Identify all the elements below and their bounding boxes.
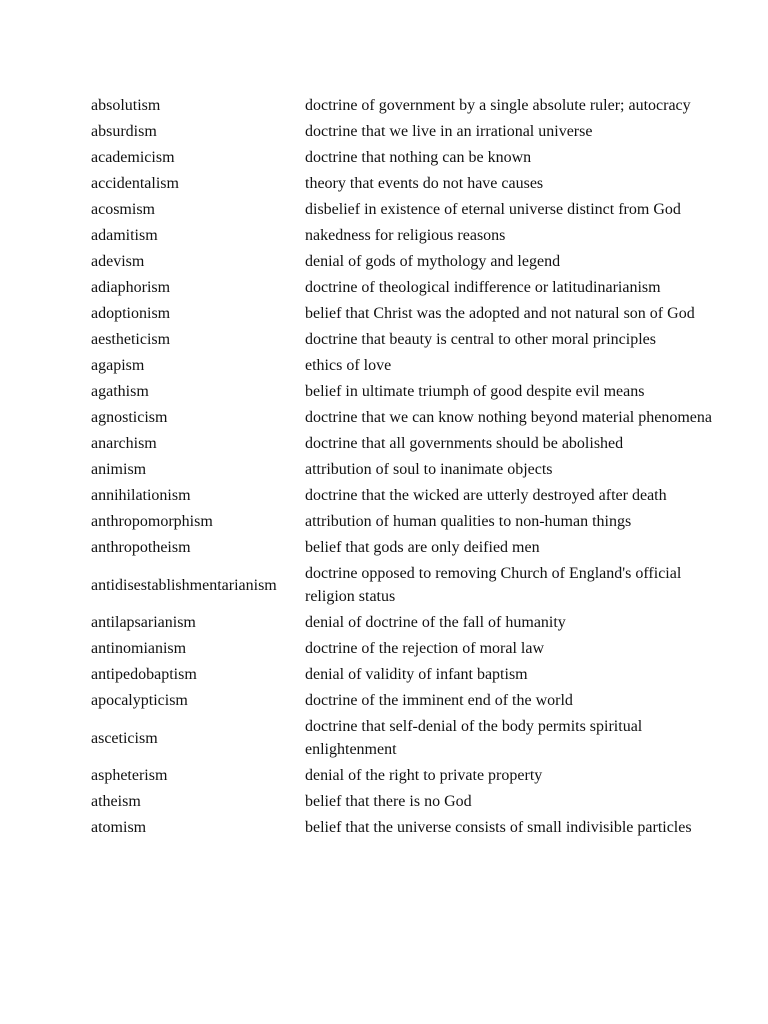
definition: belief that gods are only deified men — [305, 539, 540, 556]
term: atomism — [91, 819, 147, 836]
term: adevism — [91, 253, 145, 270]
term: adamitism — [91, 227, 158, 244]
glossary-table — [91, 93, 731, 841]
definition: attribution of soul to inanimate objects — [305, 461, 553, 478]
definition: disbelief in existence of eternal universe distinct from God — [305, 201, 681, 218]
definition: belief that the universe consists of small indivisible particles — [305, 819, 692, 836]
definition: doctrine opposed to removing Church of England's official religion status — [305, 565, 682, 605]
glossary-row — [91, 327, 731, 353]
definition: denial of the right to private property — [305, 767, 543, 784]
definition: denial of validity of infant baptism — [305, 666, 528, 683]
glossary-row — [91, 379, 731, 405]
glossary-row — [91, 171, 731, 197]
term: agathism — [91, 383, 149, 400]
glossary-row — [91, 249, 731, 275]
definition: doctrine that we can know nothing beyond material phenomena — [305, 409, 712, 426]
definition: nakedness for religious reasons — [305, 227, 506, 244]
term: animism — [91, 461, 147, 478]
term: accidentalism — [91, 175, 179, 192]
term: atheism — [91, 793, 141, 810]
definition: theory that events do not have causes — [305, 175, 544, 192]
glossary-row — [91, 119, 731, 145]
term: acosmism — [91, 201, 155, 218]
glossary-row — [91, 301, 731, 327]
glossary-row — [91, 431, 731, 457]
term: absurdism — [91, 123, 157, 140]
definition: doctrine that all governments should be abolished — [305, 435, 624, 452]
definition: doctrine of government by a single absolute ruler; autocracy — [305, 97, 691, 114]
definition: doctrine that the wicked are utterly destroyed after death — [305, 487, 667, 504]
glossary-row — [91, 714, 731, 763]
term: anarchism — [91, 435, 157, 452]
definition: doctrine of the imminent end of the world — [305, 692, 573, 709]
glossary-body — [91, 93, 731, 841]
glossary-row — [91, 93, 731, 119]
term: agapism — [91, 357, 145, 374]
term: annihilationism — [91, 487, 191, 504]
glossary-row — [91, 610, 731, 636]
glossary-row — [91, 763, 731, 789]
glossary-row — [91, 509, 731, 535]
glossary-row — [91, 535, 731, 561]
definition: belief in ultimate triumph of good despite evil means — [305, 383, 645, 400]
term: absolutism — [91, 97, 161, 114]
term: adoptionism — [91, 305, 171, 322]
glossary-row — [91, 457, 731, 483]
glossary-row — [91, 483, 731, 509]
term: adiaphorism — [91, 279, 171, 296]
glossary-row — [91, 636, 731, 662]
definition: doctrine of the rejection of moral law — [305, 640, 545, 657]
definition: doctrine that we live in an irrational universe — [305, 123, 593, 140]
definition: denial of doctrine of the fall of humanity — [305, 614, 566, 631]
definition: doctrine that beauty is central to other moral principles — [305, 331, 656, 348]
term: anthropotheism — [91, 539, 191, 556]
definition: doctrine that self-denial of the body permits spiritual enlightenment — [305, 718, 643, 758]
glossary-row — [91, 353, 731, 379]
glossary-row — [91, 275, 731, 301]
definition: doctrine that nothing can be known — [305, 149, 532, 166]
glossary-row — [91, 688, 731, 714]
definition: doctrine of theological indifference or latitudinarianism — [305, 279, 661, 296]
term: antipedobaptism — [91, 666, 197, 683]
glossary-row — [91, 145, 731, 171]
term: anthropomorphism — [91, 513, 213, 530]
definition: ethics of love — [305, 357, 392, 374]
glossary-row — [91, 561, 731, 610]
glossary-row — [91, 789, 731, 815]
definition: belief that there is no God — [305, 793, 472, 810]
term: agnosticism — [91, 409, 168, 426]
term: antilapsarianism — [91, 614, 196, 631]
glossary-row — [91, 662, 731, 688]
term: aestheticism — [91, 331, 171, 348]
definition: attribution of human qualities to non-human things — [305, 513, 632, 530]
definition: belief that Christ was the adopted and not natural son of God — [305, 305, 695, 322]
term: academicism — [91, 149, 175, 166]
term: asceticism — [91, 729, 158, 747]
term: antinomianism — [91, 640, 187, 657]
term: apocalypticism — [91, 692, 188, 709]
glossary-row — [91, 815, 731, 841]
glossary-row — [91, 197, 731, 223]
term: aspheterism — [91, 767, 168, 784]
glossary-row — [91, 223, 731, 249]
definition: denial of gods of mythology and legend — [305, 253, 561, 270]
term: antidisestablishmentarianism — [91, 576, 277, 594]
glossary-row — [91, 405, 731, 431]
